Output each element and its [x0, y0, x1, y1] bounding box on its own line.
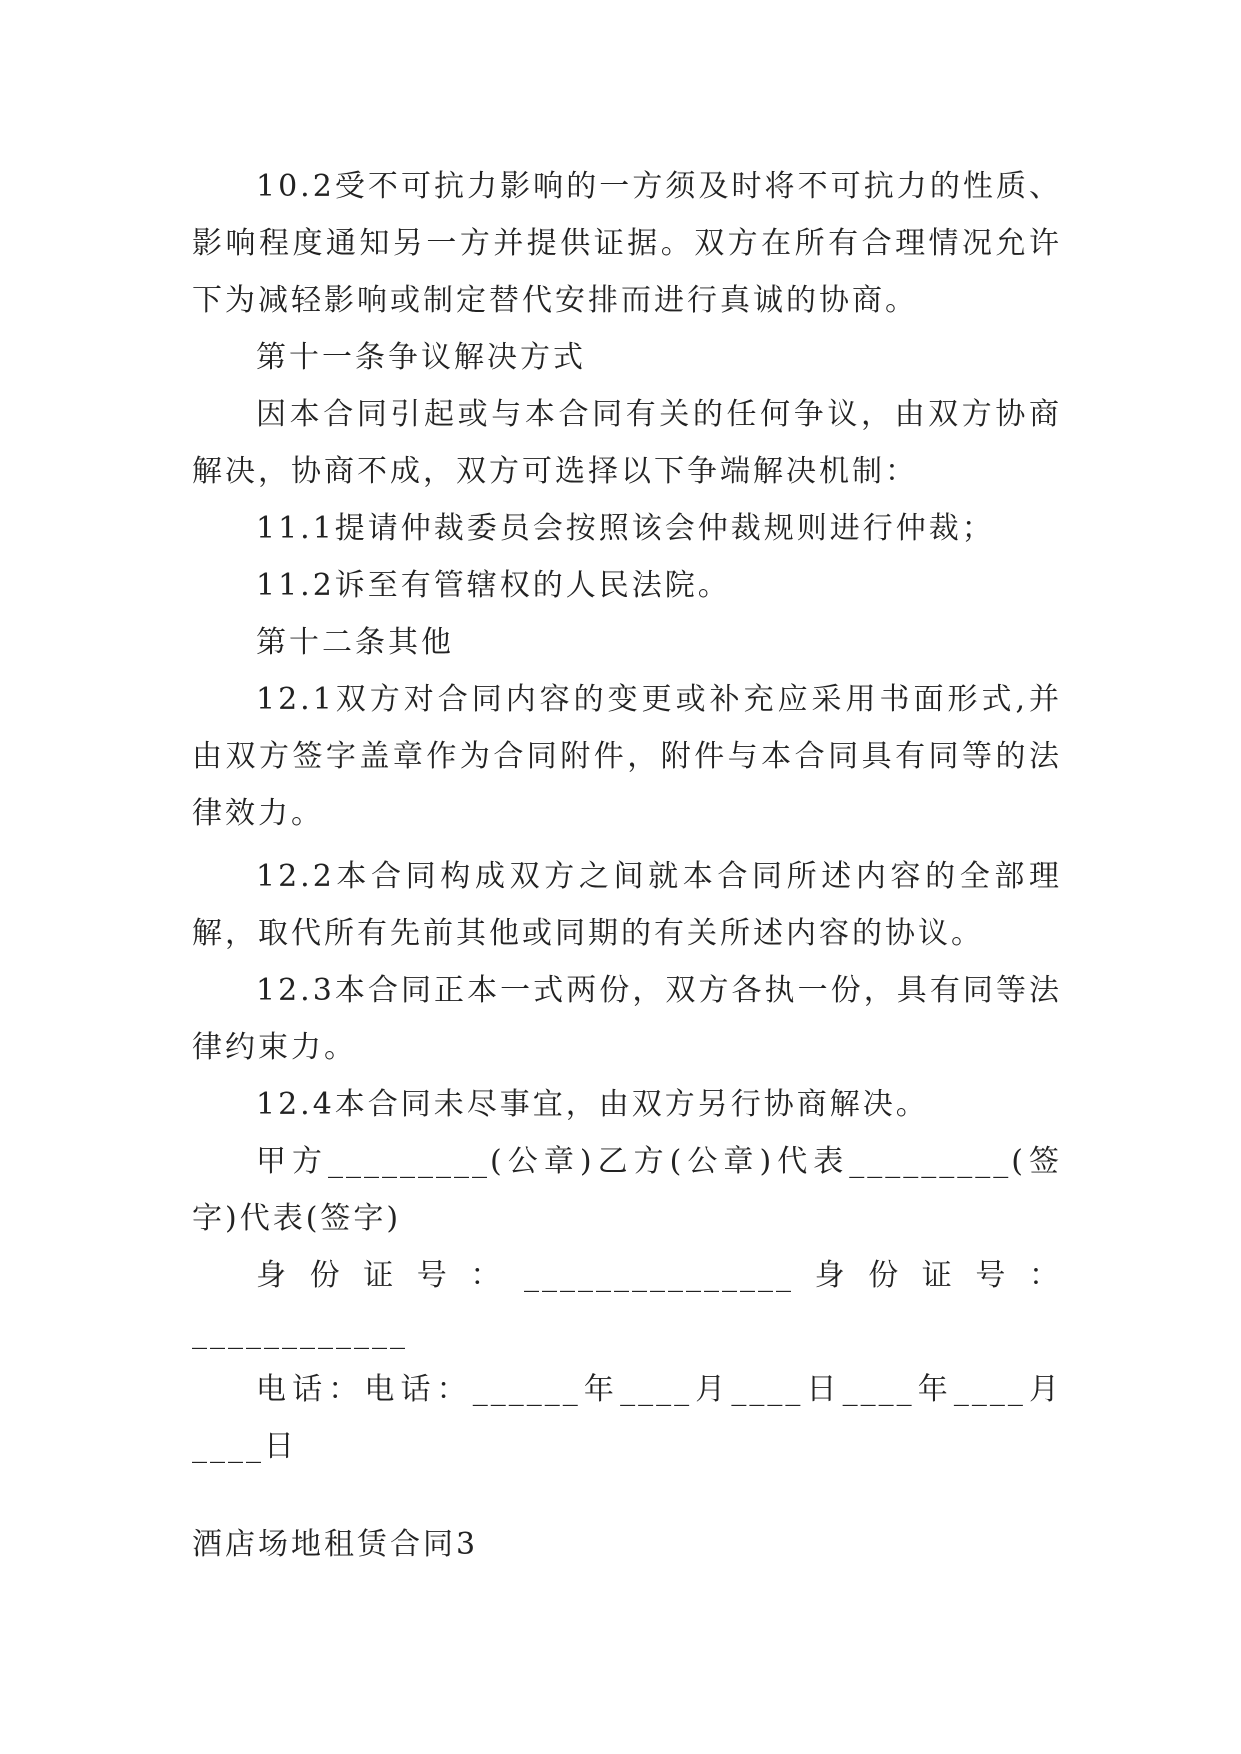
clause-12-3: 12.3本合同正本一式两份，双方各执一份，具有同等法律约束力。 [192, 973, 1062, 1065]
clause-12-4: 12.4本合同未尽事宜，由双方另行协商解决。 [256, 1087, 929, 1122]
clause-11-1: 11.1提请仲裁委员会按照该会仲裁规则进行仲裁； [256, 511, 995, 546]
clause-12-1: 12.1双方对合同内容的变更或补充应采用书面形式,并由双方签字盖章作为合同附件，附件与本合同具有同等的法律效力。 [192, 682, 1062, 831]
clause-12-2: 12.2本合同构成双方之间就本合同所述内容的全部理解，取代所有先前其他或同期的有关所述内容的协议。 [192, 859, 1062, 951]
next-document-title: 酒店场地租赁合同3 [192, 1527, 479, 1562]
signature-phone-date-line: 电话：电话：______年____月____日____年____月____日 [192, 1372, 1062, 1464]
article-11-heading: 第十一条争议解决方式 [256, 340, 586, 375]
clause-11-intro: 因本合同引起或与本合同有关的任何争议，由双方协商解决，协商不成，双方可选择以下争端解决机制： [192, 397, 1062, 489]
clause-11-2: 11.2诉至有管辖权的人民法院。 [256, 568, 731, 603]
signature-id-line: 身份证号：_______________身份证号：____________ [192, 1258, 1062, 1350]
contract-body [192, 158, 1062, 1475]
clause-10-2: 10.2受不可抗力影响的一方须及时将不可抗力的性质、影响程度通知另一方并提供证据。双方在所有合理情况允许下为减轻影响或制定替代安排而进行真诚的协商。 [192, 169, 1062, 318]
article-12-heading: 第十二条其他 [256, 625, 454, 660]
signature-party-line: 甲方_________(公章)乙方(公章)代表_________(签字)代表(签字) [192, 1144, 1062, 1236]
